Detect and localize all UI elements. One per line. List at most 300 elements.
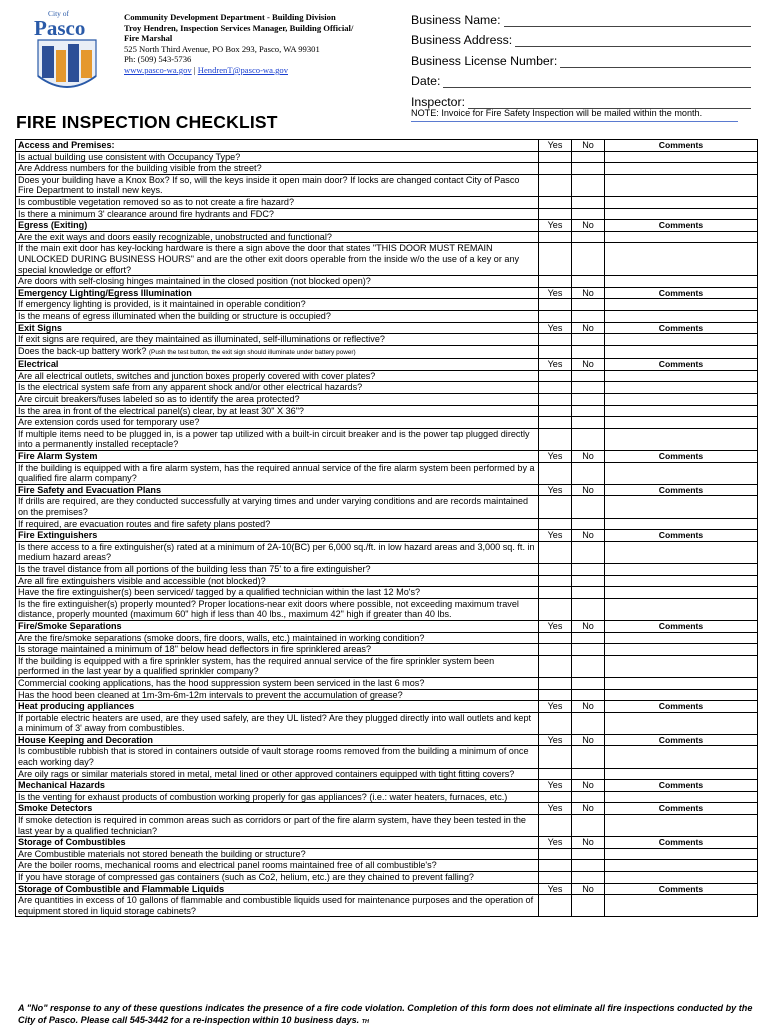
business-address-field[interactable] [515, 34, 751, 47]
comments-cell[interactable] [605, 519, 757, 530]
yes-answer-cell[interactable] [539, 276, 572, 287]
no-answer-cell[interactable] [572, 895, 605, 916]
comments-cell[interactable] [605, 872, 757, 883]
checklist-item-row [16, 310, 757, 322]
section-title: Fire Extinguishers [16, 530, 539, 541]
section-title: Fire Alarm System [16, 451, 539, 462]
no-answer-cell[interactable] [572, 334, 605, 345]
checklist-item-row [16, 275, 757, 287]
yes-answer-cell[interactable] [539, 895, 572, 916]
no-answer-cell[interactable] [572, 656, 605, 677]
question-text: Are Combustible materials not stored beneath the building or structure? [18, 848, 306, 859]
checklist-question [16, 382, 539, 393]
question-text: If smoke detection is required in common areas such as corridors or part of the fire alarm system, have they been tested in the last year by a qualified technician? [18, 815, 526, 836]
question-text: If drills are required, are they conducted successfully at varying times and under varying conditions and are records maintained on the premises? [18, 496, 529, 517]
no-column-header: No [572, 359, 605, 370]
section-header-row [16, 358, 757, 370]
comments-cell[interactable] [605, 152, 757, 163]
checklist-question [16, 334, 539, 345]
business-info [411, 6, 751, 109]
comments-cell[interactable] [605, 564, 757, 575]
checklist-question [16, 872, 539, 883]
section-title: Egress (Exiting) [16, 220, 539, 231]
no-column-header: No [572, 621, 605, 632]
checklist-item-row [16, 677, 757, 689]
no-answer-cell[interactable] [572, 860, 605, 871]
no-answer-cell[interactable] [572, 463, 605, 484]
checklist-question [16, 163, 539, 174]
department-name: Community Development Department - Building Division [124, 12, 336, 22]
question-text: Are quantities in excess of 10 gallons of flammable and combustible liquids used for maintenance purposes and the operation of equipment stored in liquid storage cabinets? [18, 895, 534, 916]
yes-answer-cell[interactable] [539, 644, 572, 655]
checklist-question [16, 519, 539, 530]
no-answer-cell[interactable] [572, 849, 605, 860]
comments-cell[interactable] [605, 496, 757, 517]
no-answer-cell[interactable] [572, 311, 605, 322]
yes-answer-cell[interactable] [539, 519, 572, 530]
checklist-question [16, 311, 539, 322]
no-answer-cell[interactable] [572, 542, 605, 563]
yes-answer-cell[interactable] [539, 576, 572, 587]
no-column-header: No [572, 780, 605, 791]
section-title: Fire Safety and Evacuation Plans [16, 485, 539, 496]
checklist-item-row [16, 196, 757, 208]
checklist-question [16, 564, 539, 575]
no-answer-cell[interactable] [572, 429, 605, 450]
yes-answer-cell[interactable] [539, 243, 572, 275]
question-text: Are the fire/smoke separations (smoke doors, fire doors, walls, etc.) maintained in working condition? [18, 632, 425, 643]
yes-answer-cell[interactable] [539, 175, 572, 196]
city-of-pasco-logo [28, 6, 106, 102]
checklist-question [16, 463, 539, 484]
checklist-item-row [16, 333, 757, 345]
no-answer-cell[interactable] [572, 299, 605, 310]
yes-answer-cell[interactable] [539, 417, 572, 428]
section-title: Emergency Lighting/Egress Illumination [16, 288, 539, 299]
comments-cell[interactable] [605, 713, 757, 734]
checklist-item-row [16, 151, 757, 163]
yes-answer-cell[interactable] [539, 209, 572, 220]
comments-cell[interactable] [605, 371, 757, 382]
checklist-item-row [16, 586, 757, 598]
website-link[interactable]: www.pasco-wa.gov [124, 64, 192, 75]
yes-answer-cell[interactable] [539, 599, 572, 620]
question-text: If multiple items need to be plugged in, is a power tap utilized with a built-in circuit breaker and is the power tap plugged directly into a permanently installed receptacle? [18, 428, 530, 450]
manager-title: Fire Marshal [124, 33, 173, 44]
no-column-header: No [572, 530, 605, 541]
yes-answer-cell[interactable] [539, 860, 572, 871]
question-text: Are extension cords used for temporary use? [18, 417, 200, 428]
yes-column-header: Yes [539, 530, 572, 541]
checklist-item-row [16, 689, 757, 701]
yes-answer-cell[interactable] [539, 678, 572, 689]
no-answer-cell[interactable] [572, 599, 605, 620]
checklist-question [16, 429, 539, 450]
checklist-item-row [16, 655, 757, 677]
yes-answer-cell[interactable] [539, 163, 572, 174]
business-name-label: Business Name: [411, 12, 501, 27]
checklist-question [16, 860, 539, 871]
section-header-row [16, 734, 757, 746]
question-text: Does your building have a Knox Box? If so, will the keys inside it open main door? If locks are changed contact City of Pasco Fire Department to install new keys. [18, 174, 520, 196]
checklist-question [16, 576, 539, 587]
checklist-item-row [16, 416, 757, 428]
comments-cell[interactable] [605, 243, 757, 275]
comments-cell[interactable] [605, 175, 757, 196]
yes-answer-cell[interactable] [539, 542, 572, 563]
checklist-question [16, 417, 539, 428]
date-field[interactable] [443, 75, 751, 88]
comments-cell[interactable] [605, 542, 757, 563]
checklist-item-row [16, 632, 757, 644]
checklist-question [16, 769, 539, 780]
checklist-item-row [16, 814, 757, 836]
date-label: Date: [411, 74, 441, 88]
comments-cell[interactable] [605, 587, 757, 598]
section-header-row [16, 140, 757, 151]
no-answer-cell[interactable] [572, 417, 605, 428]
checklist-question [16, 406, 539, 417]
checklist-item-row [16, 495, 757, 517]
checklist-question [16, 209, 539, 220]
comments-column-header: Comments [658, 140, 704, 150]
no-answer-cell[interactable] [572, 371, 605, 382]
section-title: Heat producing appliances [16, 701, 539, 712]
checklist-item-row [16, 563, 757, 575]
checklist-question [16, 792, 539, 803]
comments-cell[interactable] [605, 690, 757, 701]
comments-cell[interactable] [605, 394, 757, 405]
question-text: Are all electrical outlets, switches and junction boxes properly covered with cover plates? [18, 370, 376, 381]
comments-cell[interactable] [605, 209, 757, 220]
checklist-item-row [16, 541, 757, 563]
question-text: Are the exit ways and doors easily recognizable, unobstructed and functional? [18, 231, 332, 242]
no-answer-cell[interactable] [572, 163, 605, 174]
yes-column-header: Yes [539, 220, 572, 231]
business-name-field[interactable] [504, 14, 751, 27]
checklist-item-row [16, 643, 757, 655]
no-column-header: No [572, 701, 605, 712]
section-header-row [16, 802, 757, 814]
checklist-item-row [16, 428, 757, 450]
section-header-row [16, 700, 757, 712]
yes-answer-cell[interactable] [539, 815, 572, 836]
checklist-question [16, 644, 539, 655]
checklist-item-row [16, 370, 757, 382]
date-row [411, 68, 751, 89]
no-answer-cell[interactable] [572, 496, 605, 517]
checklist-item-row [16, 791, 757, 803]
checklist-item-row [16, 405, 757, 417]
comments-cell[interactable] [605, 849, 757, 860]
yes-answer-cell[interactable] [539, 371, 572, 382]
department-address: 525 North Third Avenue, PO Box 293, Pasco, WA 99301 [124, 43, 320, 54]
comments-cell[interactable] [605, 599, 757, 620]
section-header-row [16, 883, 757, 895]
comments-cell[interactable] [605, 197, 757, 208]
no-answer-cell[interactable] [572, 815, 605, 836]
yes-answer-cell[interactable] [539, 394, 572, 405]
checklist-item-row [16, 298, 757, 310]
comments-column-header: Comments [658, 322, 704, 333]
comments-cell[interactable] [605, 429, 757, 450]
no-answer-cell[interactable] [572, 519, 605, 530]
yes-answer-cell[interactable] [539, 382, 572, 393]
checklist-item-row [16, 859, 757, 871]
checklist-question [16, 895, 539, 916]
comments-cell[interactable] [605, 656, 757, 677]
comments-cell[interactable] [605, 406, 757, 417]
question-text: Does the back-up battery work? [18, 345, 147, 356]
comments-column-header: Comments [658, 780, 704, 791]
question-text: If the building is equipped with a fire sprinkler system, has the required annual service of the fire sprinkler system been performed in the last year by a qualified sprinkler company? [18, 655, 495, 677]
comments-column-header: Comments [658, 220, 704, 231]
comments-cell[interactable] [605, 895, 757, 916]
question-text: Have the fire extinguisher(s) been serviced/ tagged by a qualified technician within the last 12 Mo's? [18, 587, 421, 598]
comments-cell[interactable] [605, 311, 757, 322]
comments-cell[interactable] [605, 299, 757, 310]
yes-answer-cell[interactable] [539, 197, 572, 208]
comments-cell[interactable] [605, 382, 757, 393]
yes-answer-cell[interactable] [539, 299, 572, 310]
no-answer-cell[interactable] [572, 382, 605, 393]
department-phone: Ph: (509) 543-5736 [124, 54, 192, 65]
comments-cell[interactable] [605, 576, 757, 587]
comments-cell[interactable] [605, 792, 757, 803]
yes-answer-cell[interactable] [539, 633, 572, 644]
logo-city-text: City of [48, 9, 70, 18]
footer-note [18, 1003, 758, 1028]
section-header-row [16, 529, 757, 541]
section-header-row [16, 620, 757, 632]
question-text: Is the travel distance from all portions of the building less than 75' to a fire extinguisher? [18, 563, 371, 574]
question-text: If you have storage of compressed gas containers (such as Co2, helium, etc.) are they chained to prevent falling? [18, 872, 474, 882]
no-answer-cell[interactable] [572, 346, 605, 359]
yes-column-header: Yes [539, 735, 572, 746]
yes-column-header: Yes [539, 701, 572, 712]
question-text: If portable electric heaters are used, are they used safely, are they UL listed? Are they plugged directly into wall outlets and kept a minimum of 3' away from combustibles. [18, 712, 532, 734]
checklist-item-row [16, 848, 757, 860]
question-text: Are oily rags or similar materials stored in metal, metal lined or other approved containers equipped with tight fitting covers? [18, 768, 515, 779]
yes-column-header: Yes [539, 288, 572, 299]
note-underline [411, 121, 738, 122]
question-text: Is the venting for exhaust products of combustion working properly for gas appliances? (i.e.: water heaters, furnaces, etc.) [18, 791, 508, 802]
no-answer-cell[interactable] [572, 197, 605, 208]
no-column-header: No [572, 837, 605, 848]
checklist-item-row [16, 712, 757, 734]
comments-column-header: Comments [658, 620, 704, 631]
question-text: Is there a minimum 3' clearance around fire hydrants and FDC? [18, 208, 274, 219]
section-header-row [16, 779, 757, 791]
question-text: Is combustible vegetation removed so as to not create a fire hazard? [18, 196, 294, 207]
comments-cell[interactable] [605, 860, 757, 871]
yes-column-header: Yes [539, 323, 572, 334]
comments-column-header: Comments [658, 701, 704, 712]
comments-cell[interactable] [605, 163, 757, 174]
checklist-item-row [16, 208, 757, 220]
no-column-header: No [572, 323, 605, 334]
checklist-item-row [16, 598, 757, 620]
checklist-question [16, 587, 539, 598]
no-answer-cell[interactable] [572, 564, 605, 575]
checklist-question [16, 542, 539, 563]
yes-answer-cell[interactable] [539, 406, 572, 417]
yes-answer-cell[interactable] [539, 232, 572, 243]
section-title: Electrical [16, 359, 539, 370]
yes-answer-cell[interactable] [539, 872, 572, 883]
question-text: Has the hood been cleaned at 1m-3m-6m-12m intervals to prevent the accumulation of grease? [18, 689, 403, 700]
no-answer-cell[interactable] [572, 152, 605, 163]
question-text: Is the means of egress illuminated when the building or structure is occupied? [18, 310, 331, 321]
no-answer-cell[interactable] [572, 644, 605, 655]
comments-cell[interactable] [605, 232, 757, 243]
yes-answer-cell[interactable] [539, 564, 572, 575]
checklist-question [16, 243, 539, 275]
no-answer-cell[interactable] [572, 406, 605, 417]
no-answer-cell[interactable] [572, 243, 605, 275]
yes-answer-cell[interactable] [539, 713, 572, 734]
no-answer-cell[interactable] [572, 276, 605, 287]
link-separator: | [193, 64, 196, 75]
yes-answer-cell[interactable] [539, 656, 572, 677]
no-column-header: No [572, 288, 605, 299]
no-answer-cell[interactable] [572, 746, 605, 767]
no-column-header: No [572, 884, 605, 895]
question-text: Is storage maintained a minimum of 18" below head deflectors in fire sprinklered areas? [18, 644, 372, 655]
checklist-item-row [16, 231, 757, 243]
checklist-item-row [16, 162, 757, 174]
business-license-label: Business License Number: [411, 53, 558, 68]
logo-name-text: Pasco [34, 16, 86, 40]
comments-cell[interactable] [605, 769, 757, 780]
comments-column-header: Comments [658, 359, 704, 370]
email-link[interactable]: HendrenT@pasco-wa.gov [197, 64, 288, 75]
comments-column-header: Comments [658, 883, 704, 894]
question-text: Is there access to a fire extinguisher(s) rated at a minimum of 2A-10(BC) per 6,000 sq./ft. in low hazard areas and 3,000 sq. ft. in medium hazard areas? [18, 541, 535, 563]
yes-answer-cell[interactable] [539, 311, 572, 322]
checklist-question [16, 815, 539, 836]
checklist-item-row [16, 745, 757, 767]
comments-cell[interactable] [605, 346, 757, 359]
section-header-row [16, 322, 757, 334]
yes-answer-cell[interactable] [539, 746, 572, 767]
yes-answer-cell[interactable] [539, 152, 572, 163]
question-text: If the building is equipped with a fire alarm system, has the required annual service of the fire alarm system been performed by a qualified fire alarm company? [18, 462, 535, 484]
footer-mark: TH [361, 1018, 370, 1025]
comments-cell[interactable] [605, 276, 757, 287]
comments-column-header: Comments [658, 837, 704, 848]
yes-column-header: Yes [539, 803, 572, 814]
no-answer-cell[interactable] [572, 678, 605, 689]
yes-column-header: Yes [539, 140, 572, 151]
yes-answer-cell[interactable] [539, 849, 572, 860]
no-answer-cell[interactable] [572, 872, 605, 883]
business-address-label: Business Address: [411, 33, 513, 47]
business-name-row [411, 6, 751, 27]
yes-answer-cell[interactable] [539, 429, 572, 450]
no-answer-cell[interactable] [572, 769, 605, 780]
comments-cell[interactable] [605, 417, 757, 428]
question-text: Commercial cooking applications, has the hood suppression system been serviced in the last 6 mos? [18, 677, 425, 688]
question-hint: (Push the test button, the exit sign should illuminate under battery power) [148, 348, 356, 356]
inspector-field[interactable] [468, 96, 751, 109]
no-answer-cell[interactable] [572, 633, 605, 644]
manager-name: Troy Hendren, Inspection Services Manager, Building Official/ [124, 22, 354, 33]
no-answer-cell[interactable] [572, 175, 605, 196]
no-answer-cell[interactable] [572, 792, 605, 803]
business-license-row [411, 47, 751, 68]
checklist-question [16, 849, 539, 860]
checklist-question [16, 175, 539, 196]
no-answer-cell[interactable] [572, 232, 605, 243]
no-answer-cell[interactable] [572, 713, 605, 734]
yes-answer-cell[interactable] [539, 334, 572, 345]
yes-answer-cell[interactable] [539, 496, 572, 517]
business-license-field[interactable] [560, 55, 751, 68]
yes-answer-cell[interactable] [539, 463, 572, 484]
comments-cell[interactable] [605, 644, 757, 655]
checklist-item-row [16, 894, 757, 916]
no-answer-cell[interactable] [572, 394, 605, 405]
section-title: Fire/Smoke Separations [16, 621, 539, 632]
checklist-question [16, 394, 539, 405]
no-answer-cell[interactable] [572, 576, 605, 587]
comments-cell[interactable] [605, 633, 757, 644]
comments-cell[interactable] [605, 334, 757, 345]
checklist-item-row [16, 871, 757, 883]
no-answer-cell[interactable] [572, 209, 605, 220]
question-text: Are doors with self-closing hinges maintained in the closed position (not blocked open)? [18, 276, 371, 287]
no-column-header: No [572, 220, 605, 231]
comments-column-header: Comments [658, 530, 704, 541]
no-column-header: No [572, 803, 605, 814]
checklist-item-row [16, 174, 757, 196]
checklist-question [16, 678, 539, 689]
section-title: Exit Signs [16, 323, 539, 334]
checklist-item-row [16, 393, 757, 405]
no-column-header: No [572, 735, 605, 746]
section-title: Storage of Combustible and Flammable Liquids [16, 884, 539, 895]
question-text: Is actual building use consistent with Occupancy Type? [18, 151, 241, 162]
question-text: If required, are evacuation routes and fire safety plans posted? [18, 518, 271, 529]
question-text: Is the electrical system safe from any apparent shock and/or other electrical hazards? [18, 382, 363, 393]
yes-answer-cell[interactable] [539, 346, 572, 359]
question-text: Is combustible rubbish that is stored in containers outside of vault storage rooms removed from the building a minimum of once each working day? [18, 746, 529, 768]
checklist-item-row [16, 462, 757, 484]
no-answer-cell[interactable] [572, 690, 605, 701]
comments-cell[interactable] [605, 678, 757, 689]
checklist-question [16, 746, 539, 767]
yes-answer-cell[interactable] [539, 587, 572, 598]
footer-text: A "No" response to any of these questions indicates the presence of a fire code violation. Completion of this form does not eliminate all fire inspections conducted by the City of Pasco. Please call 545-3442 for a re-inspection within 10 business days. [18, 1003, 753, 1025]
comments-cell[interactable] [605, 815, 757, 836]
checklist-question [16, 656, 539, 677]
question-text: Are circuit breakers/fuses labeled so as to identify the area protected? [18, 394, 300, 405]
question-text: If the main exit door has key-locking hardware is there a sign above the door that states "THIS DOOR MUST REMAIN UNLOCKED DURING BUSINESS HOURS" and are the other exit doors operable from the inside w/o the use of a key or any special knowledge or effort? [18, 243, 520, 275]
yes-answer-cell[interactable] [539, 792, 572, 803]
comments-cell[interactable] [605, 746, 757, 767]
question-text: Is the area in front of the electrical panel(s) clear, by at least 30" X 36"? [18, 405, 304, 416]
yes-answer-cell[interactable] [539, 769, 572, 780]
yes-answer-cell[interactable] [539, 690, 572, 701]
checklist-item-row [16, 242, 757, 275]
checklist-question [16, 496, 539, 517]
checklist-item-row [16, 518, 757, 530]
comments-cell[interactable] [605, 463, 757, 484]
comments-column-header: Comments [658, 734, 704, 745]
no-answer-cell[interactable] [572, 587, 605, 598]
checklist-item-row [16, 768, 757, 780]
